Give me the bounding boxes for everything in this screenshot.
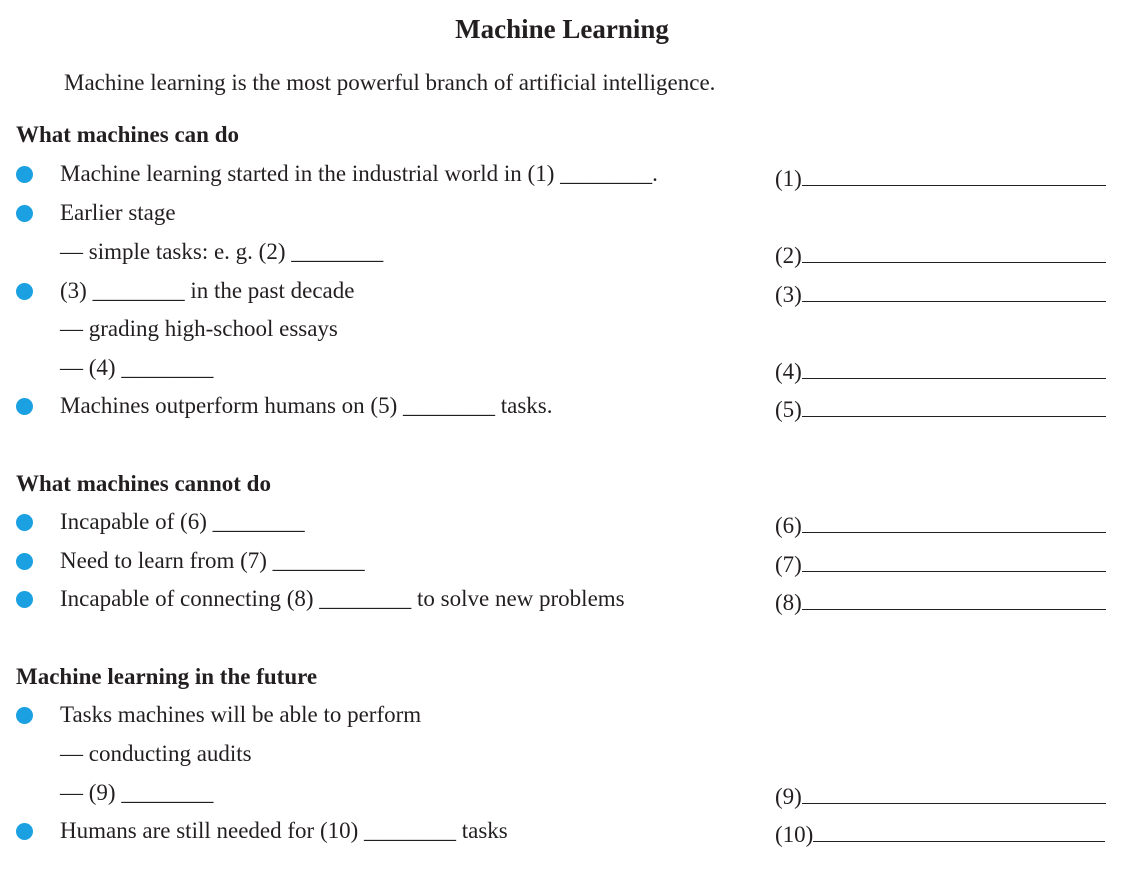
bullet-icon [16, 707, 33, 724]
bullet-icon [16, 166, 33, 183]
answer-line[interactable] [802, 510, 1106, 533]
answer-label: (10) [775, 822, 814, 847]
page-title: Machine Learning [455, 14, 669, 44]
answer-line[interactable] [802, 781, 1106, 804]
list-item: (3) ________ in the past decade [60, 278, 355, 303]
bullet-icon [16, 283, 33, 300]
answer-line[interactable] [802, 279, 1106, 302]
answer-field-4[interactable] [775, 356, 1106, 385]
answer-line[interactable] [813, 819, 1105, 842]
answer-label: (1) [775, 166, 802, 191]
list-item: Machine learning started in the industrial world in (1) ________. [60, 161, 658, 186]
bullet-icon [16, 591, 33, 608]
answer-label: (7) [775, 552, 802, 577]
intro-text: Machine learning is the most powerful branch of artificial intelligence. [64, 70, 716, 95]
section-heading-future: Machine learning in the future [16, 664, 318, 689]
answer-field-9[interactable] [775, 781, 1106, 810]
list-item: Incapable of (6) ________ [60, 509, 305, 534]
answer-label: (3) [775, 282, 802, 307]
answer-line[interactable] [802, 163, 1106, 186]
bullet-icon [16, 398, 33, 415]
answer-label: (6) [775, 513, 802, 538]
list-item: — (4) ________ [60, 355, 214, 380]
bullet-icon [16, 553, 33, 570]
section-heading-cannot-do: What machines cannot do [16, 471, 271, 496]
answer-field-6[interactable] [775, 510, 1106, 539]
answer-label: (2) [775, 243, 802, 268]
list-item: — grading high-school essays [60, 316, 338, 341]
answer-field-7[interactable] [775, 549, 1106, 578]
list-item: Incapable of connecting (8) ________ to solve new problems [60, 586, 625, 611]
list-item: — conducting audits [60, 741, 252, 766]
list-item: Humans are still needed for (10) ________ tasks [60, 818, 508, 843]
list-item: Tasks machines will be able to perform [60, 702, 422, 727]
bullet-icon [16, 514, 33, 531]
answer-line[interactable] [802, 356, 1106, 379]
answer-label: (4) [775, 359, 802, 384]
answer-field-2[interactable] [775, 240, 1106, 269]
answer-field-8[interactable] [775, 587, 1106, 616]
answer-label: (9) [775, 784, 802, 809]
answer-label: (5) [775, 397, 802, 422]
answer-line[interactable] [802, 240, 1106, 263]
list-item: Need to learn from (7) ________ [60, 548, 365, 573]
answer-line[interactable] [802, 587, 1106, 610]
answer-field-10[interactable] [775, 819, 1105, 848]
answer-field-3[interactable] [775, 279, 1106, 308]
answer-label: (8) [775, 590, 802, 615]
answer-field-1[interactable] [775, 163, 1106, 192]
list-item: Earlier stage [60, 200, 176, 225]
answer-field-5[interactable] [775, 394, 1106, 423]
list-item: — (9) ________ [60, 780, 214, 805]
section-heading-can-do: What machines can do [16, 122, 239, 147]
list-item: Machines outperform humans on (5) ________ tasks. [60, 393, 553, 418]
answer-line[interactable] [802, 549, 1106, 572]
bullet-icon [16, 823, 33, 840]
answer-line[interactable] [802, 394, 1106, 417]
bullet-icon [16, 205, 33, 222]
list-item: — simple tasks: e. g. (2) ________ [60, 239, 384, 264]
